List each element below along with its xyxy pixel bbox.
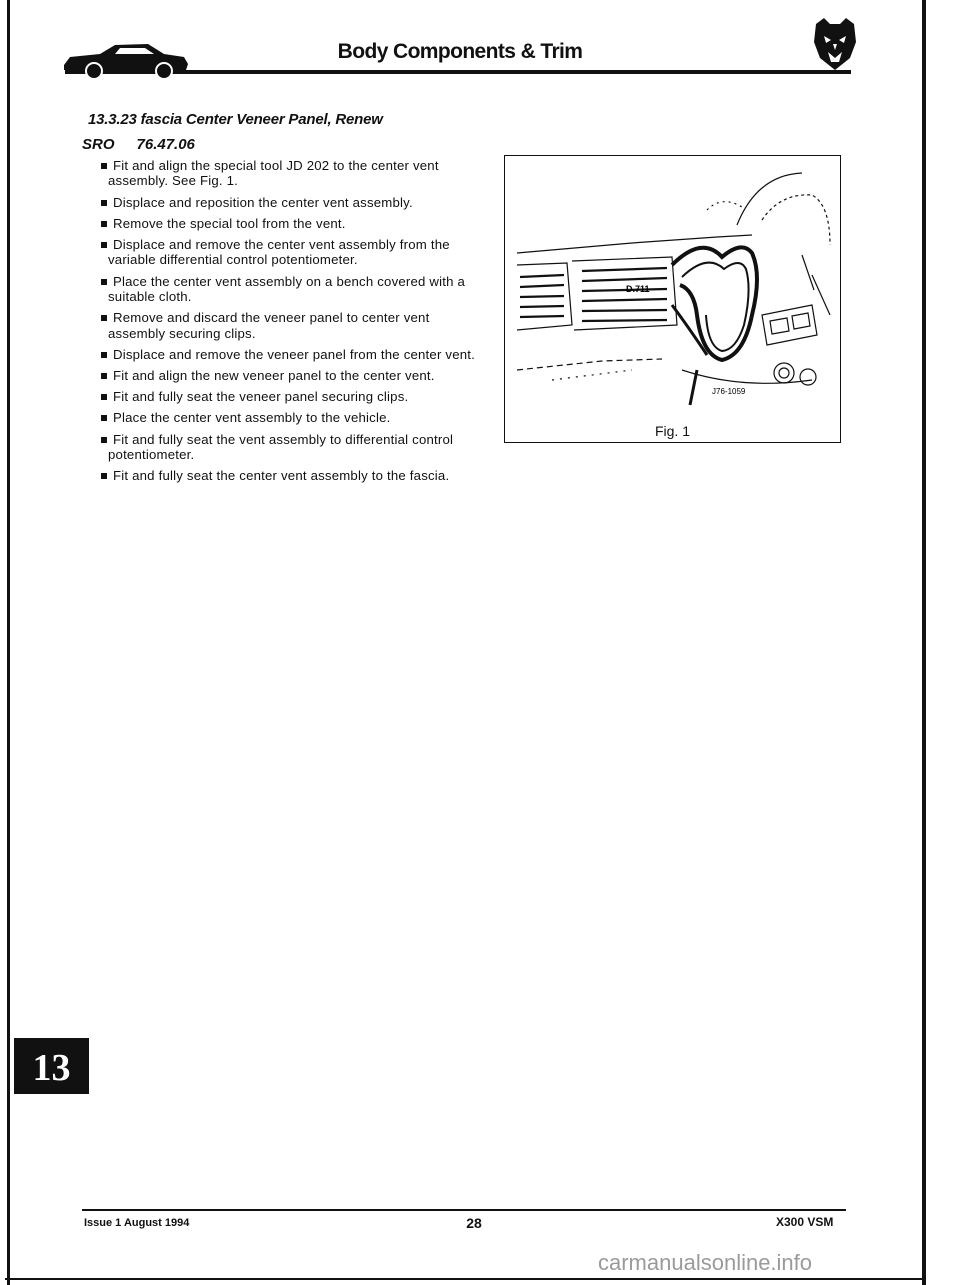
bullet-icon — [101, 163, 107, 169]
sro-label: SRO — [82, 136, 115, 153]
procedure-steps — [88, 158, 478, 489]
page-border-bottom — [5, 1278, 925, 1280]
chapter-tab: 13 — [14, 1038, 89, 1094]
step-item: Fit and align the special tool JD 202 to the center vent assembly. See Fig. 1. — [88, 158, 478, 189]
step-item: Place the center vent assembly on a bench covered with a suitable cloth. — [88, 274, 478, 305]
drawing-reference: J76-1059 — [712, 387, 746, 396]
bullet-icon — [101, 373, 107, 379]
center-vent-illustration — [512, 165, 834, 415]
step-item: Fit and align the new veneer panel to the center vent. — [88, 368, 478, 383]
sro-line — [82, 136, 195, 153]
footer-rule — [82, 1209, 846, 1211]
step-item: Displace and reposition the center vent assembly. — [88, 195, 478, 210]
bullet-icon — [101, 394, 107, 400]
page-border-right — [922, 0, 926, 1285]
bullet-icon — [101, 315, 107, 321]
bullet-icon — [101, 352, 107, 358]
bullet-icon — [101, 200, 107, 206]
bullet-icon — [101, 473, 107, 479]
step-item: Displace and remove the veneer panel from the center vent. — [88, 347, 478, 362]
bullet-icon — [101, 242, 107, 248]
sro-number: 76.47.06 — [136, 136, 195, 153]
page-header-title: Body Components & Trim — [337, 40, 583, 63]
footer-issue-date: Issue 1 August 1994 — [84, 1217, 190, 1229]
bullet-icon — [101, 221, 107, 227]
tool-label: D.711 — [626, 284, 650, 294]
section-heading: 13.3.23 fascia Center Veneer Panel, Renew — [88, 111, 383, 128]
manual-code: X300 VSM — [776, 1215, 834, 1229]
bullet-icon — [101, 437, 107, 443]
step-item: Fit and fully seat the vent assembly to differential control potentiometer. — [88, 432, 478, 463]
watermark: carmanualsonline.info — [598, 1250, 813, 1275]
figure-caption: Fig. 1 — [654, 423, 690, 439]
step-item: Displace and remove the center vent assembly from the variable differential control potentiometer. — [88, 237, 478, 268]
page-border-left — [7, 0, 10, 1285]
step-item: Fit and fully seat the veneer panel securing clips. — [88, 389, 478, 404]
step-item: Place the center vent assembly to the vehicle. — [88, 410, 478, 425]
jaguar-head-emblem-icon — [812, 16, 858, 72]
bullet-icon — [101, 415, 107, 421]
step-item: Remove and discard the veneer panel to center vent assembly securing clips. — [88, 310, 478, 341]
step-item: Remove the special tool from the vent. — [88, 216, 478, 231]
page-number: 28 — [466, 1215, 482, 1231]
bullet-icon — [101, 279, 107, 285]
step-item: Fit and fully seat the center vent assembly to the fascia. — [88, 468, 478, 483]
